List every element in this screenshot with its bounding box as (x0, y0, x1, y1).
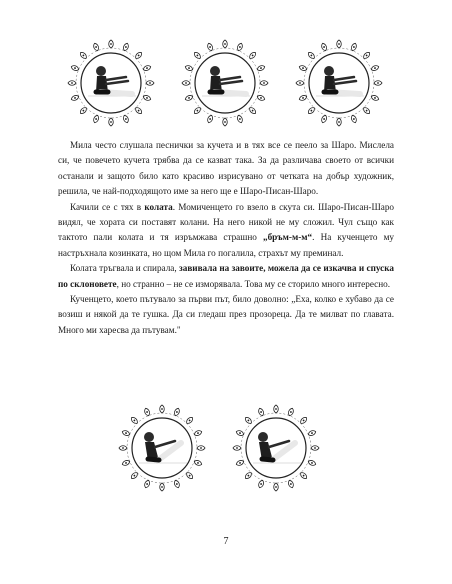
story-paragraph (58, 261, 394, 292)
text-segment: Мила често слушала песнички за кучета и в тях все се пеело за Шаро. Мислела си, че повечето кучета трябва да се казват така. За да различава своето от всички останали и защото било като красиво изрисувано от четката на добър художник, решила, че най-подходящото име за него ще е Шаро-Писан-Шаро. (58, 140, 394, 197)
child-exercise-photo-sitting-reach (66, 38, 156, 128)
page-number: 7 (223, 536, 229, 547)
story-paragraph (58, 292, 394, 338)
text-segment-bold: завивала на завоите, можела да се изкачва и спуска по склоновете (58, 263, 394, 289)
text-segment: Колата тръгвала и спирала, (70, 263, 180, 274)
text-segment: Качили се с тях в (70, 201, 145, 212)
text-segment-bold: колата (144, 201, 173, 212)
story-text (58, 138, 394, 338)
child-exercise-photo-boat-pose (231, 403, 321, 493)
photo-row-bottom (0, 403, 452, 493)
text-segment: Кученцето, което пътувало за първи път, било доволно: „Еха, колко е хубаво да се возиш и някой да те гушка. Да си гледаш през прозореца. Да те милват по главата. Много ми харесва да пътувам." (58, 294, 394, 335)
text-segment: . Момиченцето го взело в скута си. Шаро-Писан-Шаро видял, че хората си поставят колани. На него никой не му сложил. Чул също как тактото пали колата и тя изръмжава страшно (58, 201, 395, 243)
text-segment: . На кученцето му настръхнала козинката, но щом Мила го погалила, страхът му преминал. (58, 232, 394, 258)
text-segment: , но странно – не се изморявала. Това му се сторило много интересно. (116, 278, 391, 289)
photo-row-top (0, 38, 452, 128)
child-exercise-photo-sitting-reach (294, 38, 384, 128)
story-paragraph (58, 138, 394, 200)
text-segment-bold: „бръм-м-м“ (262, 232, 313, 243)
child-exercise-photo-sitting-reach (180, 38, 270, 128)
story-paragraph (58, 200, 394, 262)
child-exercise-photo-boat-pose (117, 403, 207, 493)
